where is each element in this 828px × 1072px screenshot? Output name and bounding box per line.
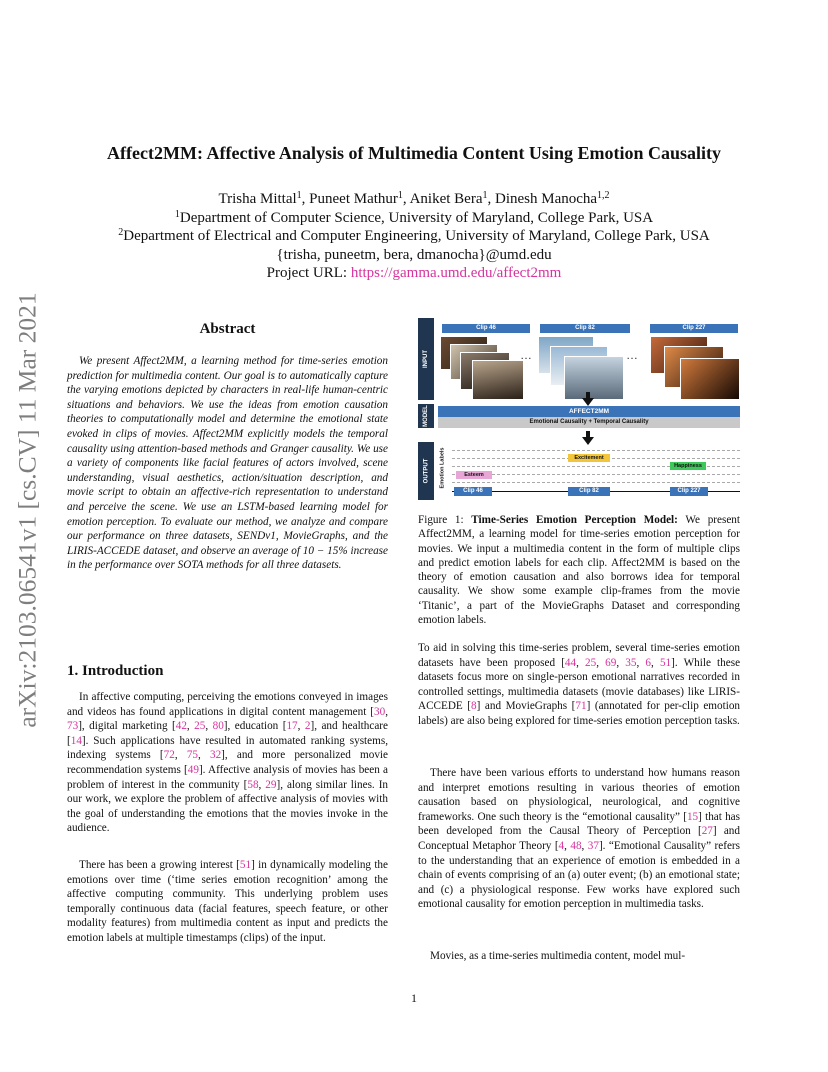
paragraph-text-run: ], and healthcare [ [67,720,388,747]
citation-link[interactable]: 72 [163,749,175,762]
citation-link[interactable]: 51 [239,859,252,871]
page-number: 1 [411,991,417,1005]
emotion-label-happiness: Happiness [670,462,706,470]
paragraph-text-run: ]. Such applications have resulted in automated ranking systems, indexing systems [ [67,734,388,762]
emotion-axis-label: Emotion Labels [439,447,446,489]
citation-link[interactable]: 4 [558,839,565,852]
paragraph-text-run: , [205,720,213,733]
citation-link[interactable]: 73 [67,720,79,733]
citation-link[interactable]: 29 [265,778,277,791]
project-url-link[interactable]: https://gamma.umd.edu/affect2mm [350,265,562,281]
citation-link[interactable]: 71 [575,700,587,713]
citation-link[interactable]: 44 [564,656,577,669]
paragraph-text-run: ], education [ [223,720,287,733]
paragraph-text-run: , [198,749,210,762]
paragraph-text-run: In affective computing, perceiving the emotions conveyed in images and videos has found applications in digital content management [ [67,691,388,718]
introduction-heading: 1. Introduction [67,663,164,679]
intro-paragraph-2 [67,858,388,946]
paragraph-text-run: ], digital marketing [ [78,720,176,733]
figure-side-label-model: MODEL [418,404,434,428]
author-affiliation-mark: 1,2 [597,190,610,201]
paragraph-text-run: , [616,656,626,669]
emotion-label-esteem: Esteem [456,471,492,479]
paragraph-text-run: ], along similar lines. In our work, we explore the problem of affective analysis of movies with the goal of understanding the emotions that the movies invoke in the audience. [67,778,389,835]
clip-header: Clip 82 [540,324,630,333]
timeline-clip-tag: Clip 82 [568,487,610,496]
model-subtitle: Emotional Causality + Temporal Causality [438,417,740,428]
timeline-clip-tag: Clip 46 [454,487,492,496]
clip-ellipsis: … [626,348,638,362]
clip-frame-image [472,360,524,400]
paragraph-text-run: There have been various efforts to understand how humans reason and interpret emotions resulting in various theories of emotion causation based on physiological, neurological, and cognitive frameworks. One such theory is the “emotional causality” [ [418,767,740,823]
citation-link[interactable]: 69 [605,656,617,669]
author-affiliation-mark: 1 [397,190,403,201]
figure-1 [418,318,740,500]
paragraph-text-run: ]. “Emotional Causality” refers to the understanding that an experience of emotion is embedded in a chain of events comprising of an (a) outer event; (b) an emotional state; and (c) a physiological response. Few works have explored such emotional causality for emotion perception in multimedia tasks. [418,839,740,911]
emotion-gridline [452,482,740,483]
author-emails: {trisha, puneetm, bera, dmanocha}@umd.edu [276,246,552,263]
paragraph-text-run: , [636,656,646,669]
paragraph-text-run: ] that has been developed from the Causal Theory of Perception [ [418,810,740,838]
paper-title: Affect2MM: Affective Analysis of Multimedia Content Using Emotion Causality [107,143,721,163]
paragraph-text-run: , [596,656,606,669]
abstract-heading: Abstract [199,321,256,337]
paragraph-text-run: , [564,839,571,852]
author-affiliation-mark: 1 [482,190,488,201]
citation-link[interactable]: 48 [570,839,582,852]
citation-link[interactable]: 32 [209,749,222,762]
paragraph-text-run: ] and MovieGraphs [ [476,700,576,713]
clip-frame-image [680,358,740,400]
caption-label: Figure 1: [418,514,464,526]
citation-link[interactable]: 42 [175,720,187,733]
paragraph-text-run: , [186,720,195,733]
paragraph-text-run: To aid in solving this time-series problem, several time-series emotion datasets have been proposed [ [418,642,740,669]
clip-ellipsis: … [520,348,532,362]
paragraph-text-run: ] (annotated for per-clip emotion labels) are also being explored for time-series emotion perception tasks. [418,700,741,727]
intro-paragraph-1 [67,690,388,836]
citation-link[interactable]: 51 [659,656,672,669]
author-block [40,190,788,283]
paragraph-text-run: There has been a growing interest [ [79,859,240,871]
author-name: Aniket Bera [409,191,483,207]
citation-link[interactable]: 17 [286,720,298,733]
paragraph-text-run: , [297,720,305,733]
right-paragraph-3 [418,949,740,964]
paragraph-text-run: ] and Conceptual Metaphor Theory [ [418,825,740,852]
paragraph-text-run: , [576,656,586,669]
figure-1-caption [418,513,740,627]
citation-link[interactable]: 25 [585,656,597,669]
author-name: Dinesh Manocha [494,191,598,207]
paragraph-text-run: , [258,778,266,791]
paragraph-text-run: , [581,839,588,852]
timeline-clip-tag: Clip 227 [670,487,708,496]
paragraph-text-run: , [651,656,660,669]
citation-link[interactable]: 49 [187,763,199,776]
paragraph-text-run: , [385,705,388,718]
down-arrow-icon [582,398,594,406]
paragraph-text-run: ] in dynamically modeling the emotions over time (‘time series emotion recognition’ among the affective computing community. This underlying problem uses temporally continuous data (facial features, speech feature, or other modality features) from multimedia content as input and predicts the emotion labels at multiple timestamps (clips) of the input. [67,859,388,944]
clip-header: Clip 46 [442,324,530,333]
caption-text: We present Affect2MM, a learning model for time-series emotion perception for movies. We input a multimedia content in the form of multiple clips and predict emotion labels for each clip. Affect2MM is based on the theory of emotion causation and also borrows idea for temporal causality. We show some example clip-frames from the movie ‘Titanic’, a part of the MovieGraphs Dataset and corresponding emotion labels. [418,514,740,627]
citation-link[interactable]: 27 [701,825,713,838]
paragraph-text-run: , [174,749,187,762]
affiliation-2: $^2$Department of Electrical and Computer Engineering, University of Maryland, College Park, USA [118,227,710,244]
right-paragraph-1 [418,641,740,729]
emotion-gridline [452,450,740,451]
citation-link[interactable]: 37 [587,839,599,852]
paragraph-text-run: ], and more personalized movie recommendation systems [ [67,749,388,776]
citation-link[interactable]: 25 [194,720,206,733]
citation-link[interactable]: 14 [70,734,82,747]
emotion-label-excitement: Excitement [568,454,610,462]
project-url-line [40,264,788,283]
arxiv-stamp [6,265,50,755]
clip-frame-image [564,356,624,400]
abstract-text: We present Affect2MM, a learning method for time-series emotion prediction for multimedia content. Our goal is to automatically capture the varying emotions depicted by characters in real-life human-centric situations and behaviors. We use the ideas from emotion causation theories to computationally model and determine the emotional state evoked in clips of movies. Affect2MM explicitly models the temporal causality using attention-based methods and Granger causality. We use a variety of components like facial features of actors involved, scene understanding, visual aesthetics, action/situation description, and movie script to obtain an affective-rich representation to understand and perceive the scene. We use an LSTM-based learning model for emotion perception. To evaluate our method, we analyze and compare our performance on three datasets, SENDv1, MovieGraphs, and the LIRIS-ACCEDE dataset, and observe an average of 10 − 15% increase in the performance over SOTA methods for all three datasets. [67,355,388,572]
right-paragraph-2 [418,766,740,912]
citation-link[interactable]: 2 [304,720,311,733]
caption-bold-title: Time-Series Emotion Perception Model: [471,514,678,526]
paragraph-text-run: ]. Affective analysis of movies has been a problem of interest in the community [ [67,763,388,791]
clip-header: Clip 227 [650,324,738,333]
project-url-label: Project URL: [266,265,348,281]
author-affiliation-mark: 1 [296,190,302,201]
model-title: AFFECT2MM [438,406,740,417]
figure-side-label-output: OUTPUT [418,442,434,500]
figure-side-label-input: INPUT [418,318,434,400]
citation-link[interactable]: 58 [247,778,259,791]
citation-link[interactable]: 35 [625,656,637,669]
author-name: Trisha Mittal [218,191,297,207]
arxiv-stamp-text: arXiv:2103.06541v1 [cs.CV] 11 Mar 2021 [13,292,42,728]
citation-link[interactable]: 6 [645,656,652,669]
citation-link[interactable]: 30 [374,705,386,718]
author-name: Puneet Mathur [309,191,398,207]
citation-link[interactable]: 75 [186,749,198,762]
citation-link[interactable]: 8 [471,700,477,713]
author-list: Trisha Mittal$^1$, Puneet Mathur$^1$, Aniket Bera$^1$, Dinesh Manocha$^{1,2}$ [218,190,610,207]
emotion-gridline [452,474,740,475]
affiliation-1: $^1$Department of Computer Science, University of Maryland, College Park, USA [174,208,654,226]
paragraph-text-run: ]. While these datasets focus more on single-person emotional narratives recorded in controlled settings, multimedia datasets (movie databases) like LIRIS-ACCEDE [ [418,656,741,713]
citation-link[interactable]: 15 [686,810,699,823]
paragraph-text-run: Movies, as a time-series multimedia content, model mul- [430,950,686,962]
citation-link[interactable]: 80 [212,720,224,733]
down-arrow-icon [582,437,594,445]
